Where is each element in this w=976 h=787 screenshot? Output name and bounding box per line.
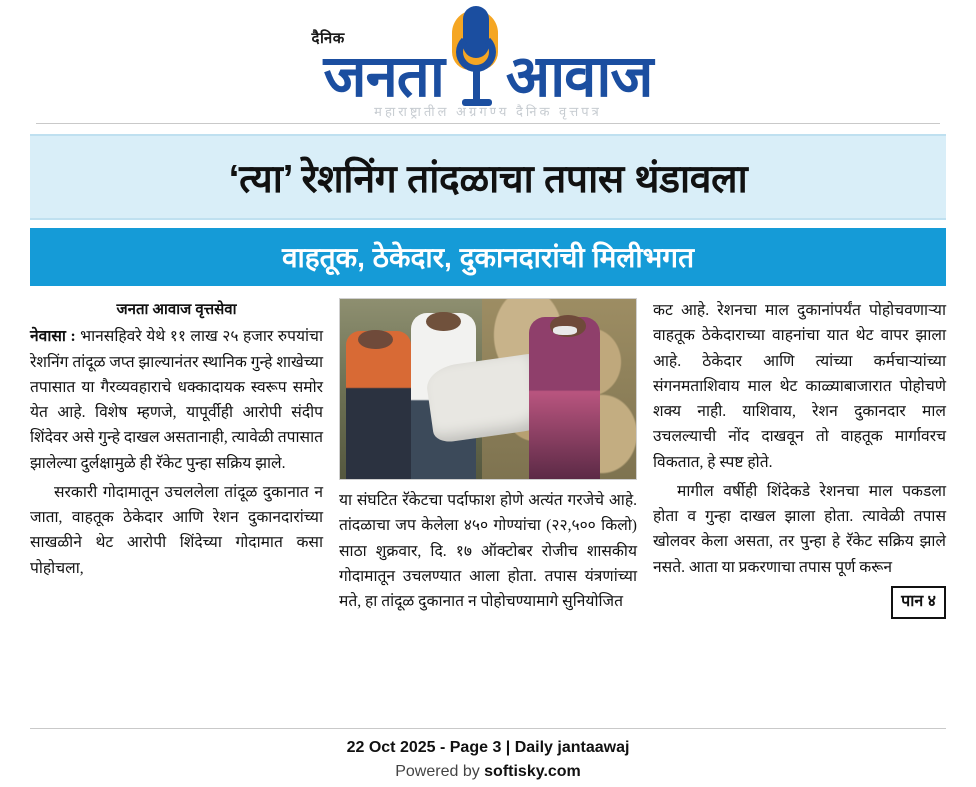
powered-by-brand: softisky.com bbox=[484, 763, 581, 780]
logo-text-right: आवाज bbox=[505, 44, 653, 109]
photo-face-mask bbox=[553, 326, 577, 335]
photo-person-1 bbox=[346, 331, 411, 479]
footer-edition-info: 22 Oct 2025 - Page 3 | Daily jantaawaj bbox=[346, 739, 630, 756]
logo bbox=[311, 6, 653, 109]
article-column-2 bbox=[339, 298, 637, 678]
footer-divider bbox=[30, 728, 946, 729]
paragraph bbox=[30, 324, 323, 476]
continued-page-ref: पान ४ bbox=[891, 586, 946, 619]
masthead bbox=[0, 0, 976, 134]
paragraph: या संघटित रॅकेटचा पर्दाफाश होणे अत्यंत गरजेचे आहे. तांदळाचा जप केलेला ४५० गोण्यांचा (२२,५०० किलो) साठा शुक्रवार, दि. १७ ऑक्टोबर रोजीच शासकीय गोदामातून उचलण्यात आला होता. तपास यंत्रणांच्या मते, हा तांदूळ दुकानात न पोहोचण्यामागे सुनियोजित bbox=[339, 492, 637, 610]
masthead-faded-subtitle: महाराष्ट्रातील अग्रगण्य दैनिक वृत्तपत्र bbox=[374, 104, 602, 119]
paragraph: मागील वर्षीही शिंदेकडे रेशनचा माल पकडला होता व गुन्हा दाखल झाला होता. त्यावेळी तपास खोलवर केला असता, तर पुन्हा हे रॅकेट सक्रिय झाले नसते. आता या प्रकरणाचा तपास पूर्ण करून bbox=[653, 482, 946, 576]
dateline: नेवासा : bbox=[30, 328, 76, 346]
article-body bbox=[30, 298, 946, 678]
masthead-divider bbox=[36, 123, 940, 124]
subheadline: वाहतूक, ठेकेदार, दुकानदारांची मिलीभगत bbox=[281, 242, 695, 273]
microphone-icon bbox=[446, 6, 504, 106]
page-title: ‘त्या’ रेशनिंग तांदळाचा तपास थंडावला bbox=[228, 157, 748, 201]
article-column-1 bbox=[30, 298, 323, 678]
headline-banner bbox=[30, 134, 946, 220]
dainik-label: दैनिक bbox=[311, 31, 345, 47]
photo-person-3 bbox=[529, 317, 600, 479]
subheadline-banner bbox=[30, 228, 946, 286]
paragraph: सरकारी गोदामातून उचललेला तांदूळ दुकानात न जाता, वाहतूक ठेकेदार आणि रेशन दुकानदारांच्या साखळीने थेट आरोपी शिंदेच्या गोदामात कसा पोहोचला, bbox=[30, 483, 323, 577]
masthead-logo-row bbox=[0, 6, 976, 109]
news-photo bbox=[339, 298, 637, 480]
article-column-3 bbox=[653, 298, 946, 678]
page-footer bbox=[0, 728, 976, 781]
powered-by-prefix: Powered by bbox=[395, 763, 485, 780]
byline: जनता आवाज वृत्तसेवा bbox=[116, 301, 237, 318]
paragraph-text: भानसहिवरे येथे ११ लाख २५ हजार रुपयांचा रेशनिंग तांदूळ जप्त झाल्यानंतर स्थानिक गुन्हे शाखेच्या तपासात या गैरव्यवहाराचे धक्कादायक स्वरूप समोर येत आहे. विशेष म्हणजे, यापूर्वीही आरोपी संदीप शिंदेवर असे गुन्हे दाखल असतानाही, त्यावेळी तपासात झालेल्या दुर्लक्षामुळे ही रॅकेट पुन्हा सक्रिय झाले. bbox=[30, 328, 323, 472]
paragraph: कट आहे. रेशनचा माल दुकानांपर्यंत पोहोचवणाऱ्या वाहतूक ठेकेदाराच्या वाहनांचा यात थेट वापर झाला आहे. ठेकेदार आणि त्यांच्या कर्मचाऱ्यांच्या संगनमताशिवाय माल थेट काळ्याबाजारात पोहोचणे शक्य नाही. याशिवाय, रेशन दुकानदार माल उचलल्याची नोंद दाखवून तो वाहतूक मार्गावरच विकतात, हे स्पष्ट होते. bbox=[653, 302, 946, 471]
footer-powered-by bbox=[0, 763, 976, 781]
logo-text-left: जनता bbox=[323, 44, 444, 109]
